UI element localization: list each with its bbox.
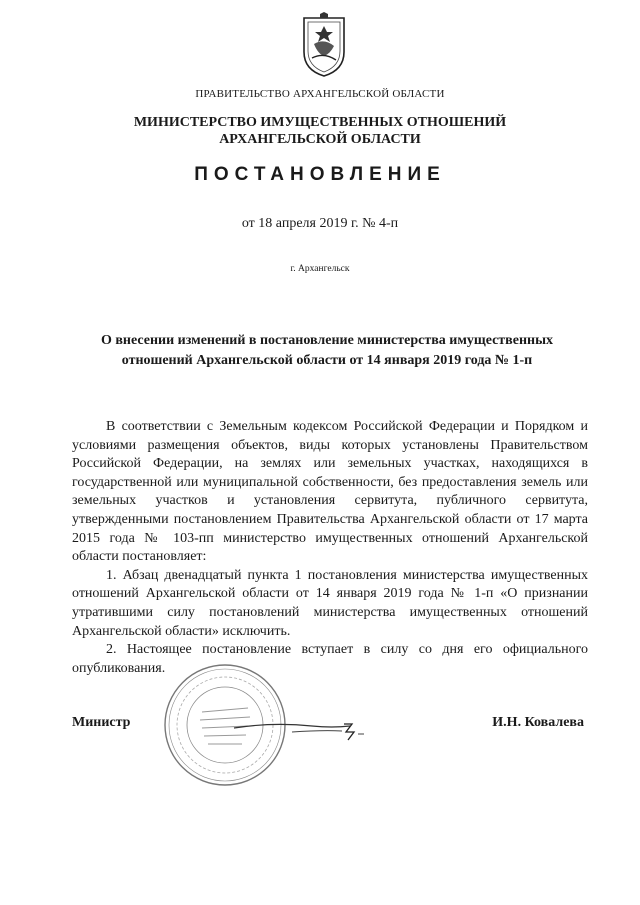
document-title: О внесении изменений в постановление министерства имущественных отношений Архангельской области от 14 января 2019 года № 1-п bbox=[100, 333, 554, 368]
coat-of-arms-icon bbox=[300, 12, 348, 80]
body-paragraph: 1. Абзац двенадцатый пункта 1 постановления министерства имущественных отношений Архангельской области от 14 января 2019 года № 1-п «О признании утратившими силу постановлений министерства имущественных отношений Архангельской области» исключить. bbox=[72, 567, 588, 639]
document-date-number: от 18 апреля 2019 г. № 4-п bbox=[241, 216, 399, 231]
document-city: г. Архангельск bbox=[290, 264, 350, 274]
signatory-position: Министр bbox=[72, 715, 131, 730]
document-body bbox=[72, 418, 588, 678]
ministry-name bbox=[0, 114, 640, 148]
document-type: ПОСТАНОВЛЕНИЕ bbox=[194, 164, 446, 185]
handwritten-signature bbox=[232, 716, 382, 746]
ministry-name-line-2: АРХАНГЕЛЬСКОЙ ОБЛАСТИ bbox=[219, 132, 421, 147]
signatory-name: И.Н. Ковалева bbox=[492, 715, 584, 730]
body-paragraph: 2. Настоящее постановление вступает в силу со дня его официального опубликования. bbox=[72, 642, 588, 676]
government-name: ПРАВИТЕЛЬСТВО АРХАНГЕЛЬСКОЙ ОБЛАСТИ bbox=[195, 88, 445, 100]
ministry-name-line-1: МИНИСТЕРСТВО ИМУЩЕСТВЕННЫХ ОТНОШЕНИЙ bbox=[133, 115, 507, 130]
body-paragraph: В соответствии с Земельным кодексом Российской Федерации и Порядком и условиями размещения объектов, виды которых установлены Правительством Российской Федерации, на землях или земельных участках, находящихся в государственной или муниципальной собственности, без предоставления земель или земельных участков и установления сервитута, публичного сервитута, утвержденными постановлением Правительства Архангельской области от 17 марта 2015 года № 103-пп министерство имущественных отношений Архангельской области постановляет: bbox=[72, 419, 588, 565]
